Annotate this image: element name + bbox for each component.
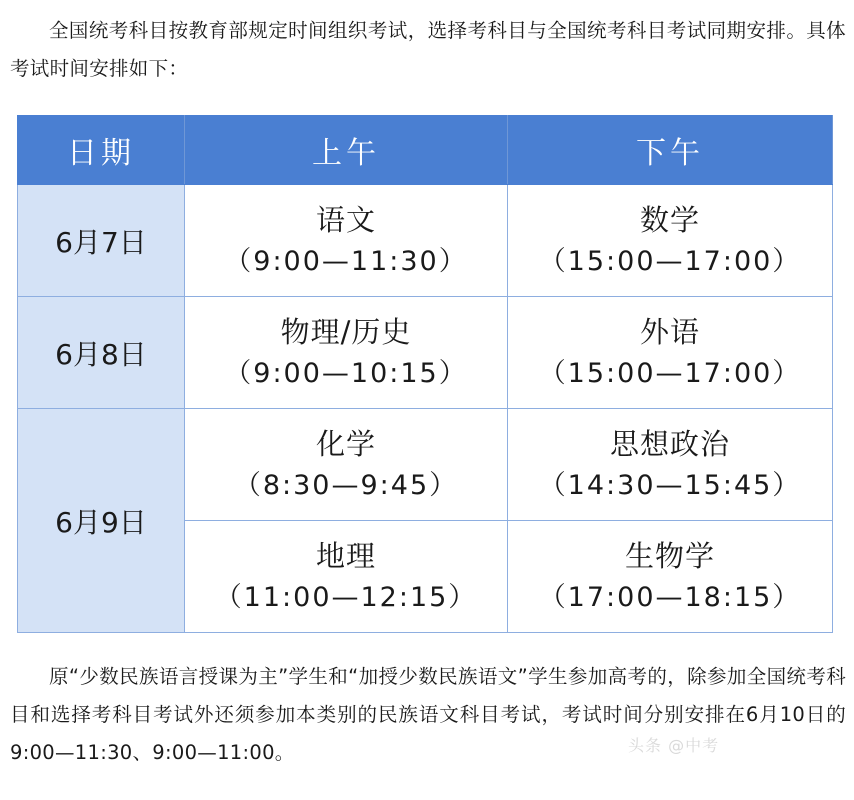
header-morning: 上午 xyxy=(185,116,508,185)
exam-schedule-table xyxy=(17,115,833,633)
header-date: 日期 xyxy=(18,116,185,185)
table-header-row xyxy=(18,116,833,185)
date-cell: 6月9日 xyxy=(18,409,185,633)
note-paragraph: 原“少数民族语言授课为主”学生和“加授少数民族语文”学生参加高考的，除参加全国统考科目和选择考科目考试外还须参加本类别的民族语文科目考试，考试时间分别安排在6月10日的9:00—11:30、9:00—11:00。 xyxy=(10,665,846,764)
time-label: （9:00—11:30） xyxy=(224,245,468,277)
subject-label: 思想政治 xyxy=(609,426,730,461)
afternoon-exam-cell xyxy=(508,297,833,409)
time-label: （14:30—15:45） xyxy=(538,469,802,501)
time-label: （17:00—18:15） xyxy=(538,581,802,613)
watermark: 头条 @中考 xyxy=(628,736,720,755)
date-cell: 6月7日 xyxy=(18,185,185,297)
afternoon-exam-cell xyxy=(508,185,833,297)
time-label: （15:00—17:00） xyxy=(538,245,802,277)
time-label: （9:00—10:15） xyxy=(224,357,468,389)
morning-exam-cell xyxy=(185,409,508,521)
subject-label: 物理/历史 xyxy=(280,314,412,349)
subject-label: 数学 xyxy=(639,202,700,237)
time-label: （15:00—17:00） xyxy=(538,357,802,389)
subject-label: 语文 xyxy=(315,202,376,237)
morning-exam-cell xyxy=(185,185,508,297)
afternoon-exam-cell xyxy=(508,521,833,633)
table-row xyxy=(18,409,833,521)
intro-paragraph: 全国统考科目按教育部规定时间组织考试，选择考科目与全国统考科目考试同期安排。具体考试时间安排如下： xyxy=(10,19,846,80)
header-afternoon: 下午 xyxy=(508,116,833,185)
subject-label: 地理 xyxy=(315,538,376,573)
time-label: （11:00—12:15） xyxy=(214,581,478,613)
morning-exam-cell xyxy=(185,521,508,633)
afternoon-exam-cell xyxy=(508,409,833,521)
subject-label: 生物学 xyxy=(624,538,715,573)
table-row xyxy=(18,297,833,409)
date-cell: 6月8日 xyxy=(18,297,185,409)
time-label: （8:30—9:45） xyxy=(233,469,459,501)
subject-label: 化学 xyxy=(315,426,376,461)
subject-label: 外语 xyxy=(639,314,700,349)
table-row xyxy=(18,185,833,297)
morning-exam-cell xyxy=(185,297,508,409)
